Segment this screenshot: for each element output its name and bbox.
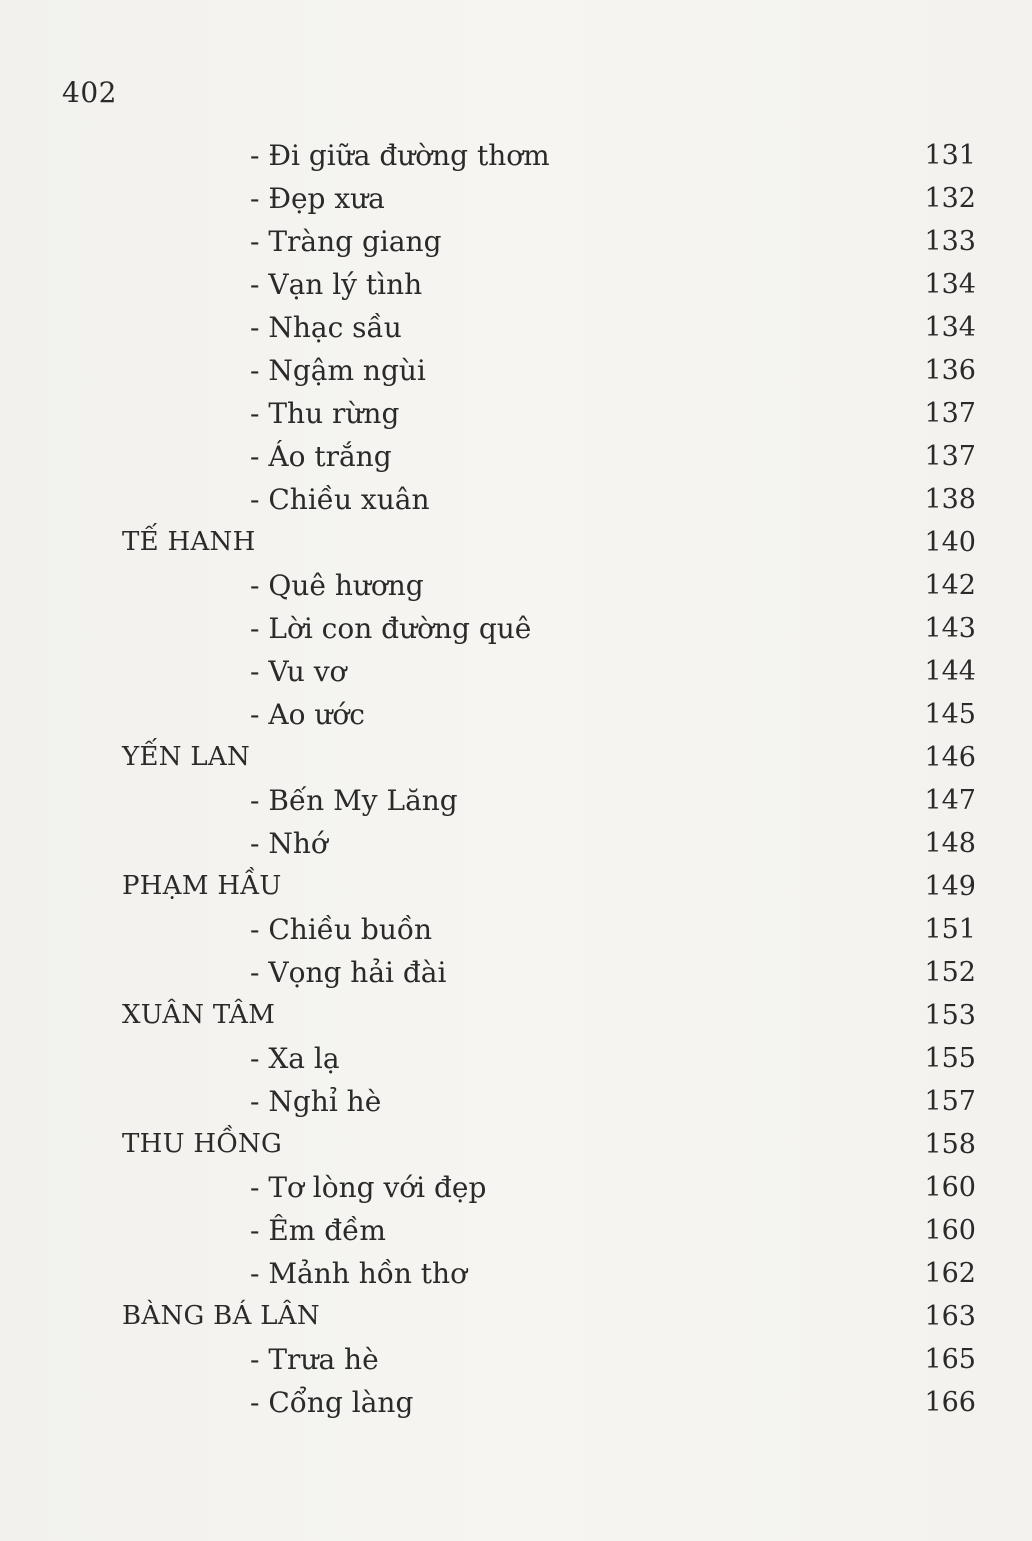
- toc-poem-entry: [0, 1252, 1032, 1295]
- page-ref: 142: [924, 570, 976, 601]
- page-ref: 143: [924, 613, 976, 644]
- poem-title: - Êm đềm: [250, 1214, 386, 1247]
- toc-author-entry: [0, 1123, 1032, 1166]
- toc-poem-entry: [0, 693, 1032, 736]
- page-ref: 131: [924, 140, 976, 171]
- poem-title: - Bến My Lăng: [250, 784, 458, 817]
- toc-poem-entry: [0, 134, 1032, 177]
- toc-poem-entry: [0, 779, 1032, 822]
- page-ref: 132: [924, 183, 976, 214]
- toc-poem-entry: [0, 306, 1032, 349]
- poem-title: - Nhớ: [250, 827, 328, 860]
- toc-poem-entry: [0, 1037, 1032, 1080]
- page-ref: 153: [924, 1000, 976, 1031]
- table-of-contents: [0, 134, 1032, 1424]
- page-ref: 166: [924, 1387, 976, 1418]
- page-ref: 155: [924, 1043, 976, 1074]
- page-ref: 133: [924, 226, 976, 257]
- toc-poem-entry: [0, 607, 1032, 650]
- author-name: THU HỒNG: [122, 1129, 283, 1159]
- poem-title: - Ngậm ngùi: [250, 354, 426, 387]
- toc-poem-entry: [0, 177, 1032, 220]
- toc-poem-entry: [0, 1080, 1032, 1123]
- poem-title: - Áo trắng: [250, 440, 392, 473]
- page-number: 402: [62, 76, 117, 109]
- toc-poem-entry: [0, 220, 1032, 263]
- poem-title: - Vạn lý tình: [250, 268, 423, 301]
- poem-title: - Đi giữa đường thơm: [250, 139, 550, 172]
- toc-poem-entry: [0, 650, 1032, 693]
- toc-poem-entry: [0, 435, 1032, 478]
- poem-title: - Chiều xuân: [250, 483, 430, 516]
- poem-title: - Vọng hải đài: [250, 956, 447, 989]
- page-ref: 162: [924, 1258, 976, 1289]
- poem-title: - Cổng làng: [250, 1386, 414, 1419]
- toc-author-entry: [0, 736, 1032, 779]
- page-ref: 134: [924, 269, 976, 300]
- page-ref: 151: [924, 914, 976, 945]
- page-ref: 152: [924, 957, 976, 988]
- poem-title: - Tơ lòng với đẹp: [250, 1171, 487, 1204]
- page-ref: 138: [924, 484, 976, 515]
- toc-poem-entry: [0, 478, 1032, 521]
- page-ref: 145: [924, 699, 976, 730]
- toc-poem-entry: [0, 1381, 1032, 1424]
- page-ref: 144: [924, 656, 976, 687]
- author-name: TẾ HANH: [122, 527, 256, 557]
- author-name: XUÂN TÂM: [122, 1000, 276, 1030]
- toc-poem-entry: [0, 1338, 1032, 1381]
- toc-poem-entry: [0, 392, 1032, 435]
- toc-poem-entry: [0, 822, 1032, 865]
- page-ref: 149: [924, 871, 976, 902]
- poem-title: - Chiều buồn: [250, 913, 433, 946]
- poem-title: - Xa lạ: [250, 1042, 340, 1075]
- poem-title: - Tràng giang: [250, 225, 442, 258]
- page-ref: 158: [924, 1129, 976, 1160]
- page-ref: 137: [924, 441, 976, 472]
- poem-title: - Đẹp xưa: [250, 182, 385, 215]
- poem-title: - Nghỉ hè: [250, 1085, 382, 1118]
- page-ref: 137: [924, 398, 976, 429]
- page-ref: 160: [924, 1172, 976, 1203]
- page-ref: 157: [924, 1086, 976, 1117]
- poem-title: - Ao ước: [250, 698, 365, 731]
- poem-title: - Lời con đường quê: [250, 612, 532, 645]
- poem-title: - Trưa hè: [250, 1343, 379, 1376]
- toc-poem-entry: [0, 908, 1032, 951]
- page-ref: 146: [924, 742, 976, 773]
- page-ref: 140: [924, 527, 976, 558]
- poem-title: - Nhạc sầu: [250, 311, 402, 344]
- toc-author-entry: [0, 994, 1032, 1037]
- toc-author-entry: [0, 521, 1032, 564]
- author-name: PHẠM HẦU: [122, 871, 282, 901]
- poem-title: - Mảnh hồn thơ: [250, 1257, 467, 1290]
- author-name: BÀNG BÁ LÂN: [122, 1301, 320, 1331]
- page-ref: 165: [924, 1344, 976, 1375]
- toc-author-entry: [0, 1295, 1032, 1338]
- toc-poem-entry: [0, 951, 1032, 994]
- poem-title: - Quê hương: [250, 569, 424, 602]
- page-ref: 160: [924, 1215, 976, 1246]
- poem-title: - Vu vơ: [250, 655, 347, 688]
- toc-author-entry: [0, 865, 1032, 908]
- toc-poem-entry: [0, 349, 1032, 392]
- page-ref: 136: [924, 355, 976, 386]
- toc-poem-entry: [0, 564, 1032, 607]
- toc-poem-entry: [0, 1209, 1032, 1252]
- page-ref: 163: [924, 1301, 976, 1332]
- poem-title: - Thu rừng: [250, 397, 400, 430]
- page-ref: 148: [924, 828, 976, 859]
- page-ref: 134: [924, 312, 976, 343]
- toc-poem-entry: [0, 1166, 1032, 1209]
- toc-poem-entry: [0, 263, 1032, 306]
- page-ref: 147: [924, 785, 976, 816]
- author-name: YẾN LAN: [122, 742, 251, 772]
